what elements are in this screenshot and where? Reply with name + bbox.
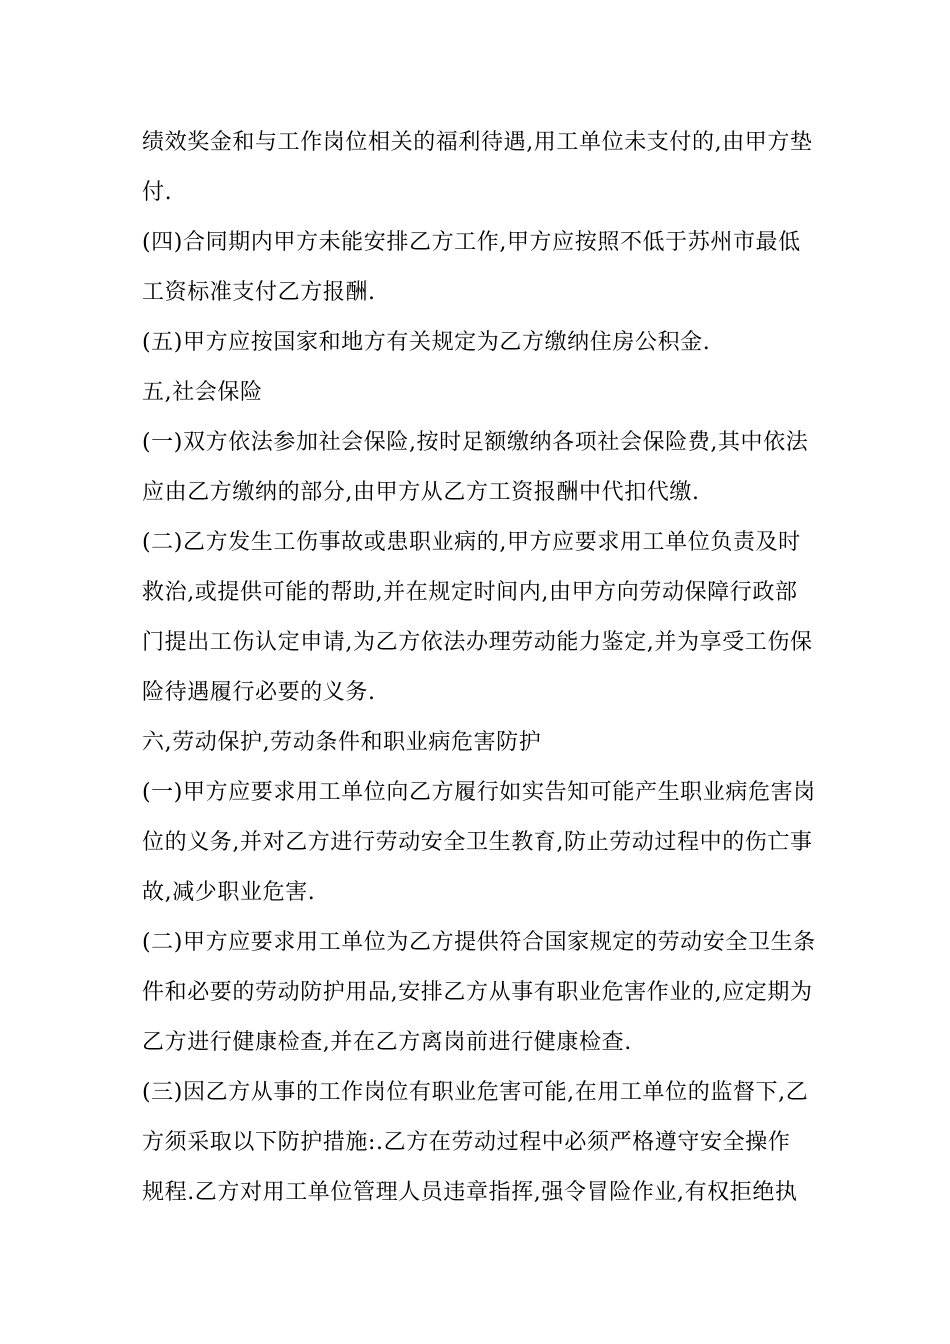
text-line: (一)甲方应要求用工单位向乙方履行如实告知可能产生职业病危害岗 — [142, 780, 816, 805]
text-line: (三)因乙方从事的工作岗位有职业危害可能,在用工单位的监督下,乙 — [142, 1080, 809, 1105]
text-line: 门提出工伤认定申请,为乙方依法办理劳动能力鉴定,并为享受工伤保 — [142, 630, 813, 655]
text-line: (二)乙方发生工伤事故或患职业病的,甲方应要求用工单位负责及时 — [142, 530, 801, 555]
section-heading: 五,社会保险 — [142, 380, 263, 405]
text-line: 方须采取以下防护措施:.乙方在劳动过程中必须严格遵守安全操作 — [142, 1130, 791, 1155]
section-heading: 六,劳动保护,劳动条件和职业病危害防护 — [142, 730, 542, 755]
text-line: (四)合同期内甲方未能安排乙方工作,甲方应按照不低于苏州市最低 — [142, 230, 801, 255]
text-line: 付. — [142, 180, 173, 205]
text-line: 乙方进行健康检查,并在乙方离岗前进行健康检查. — [142, 1030, 632, 1055]
document-body — [142, 118, 816, 1218]
text-line: 应由乙方缴纳的部分,由甲方从乙方工资报酬中代扣代缴. — [142, 480, 700, 505]
text-line: 故,减少职业危害. — [142, 880, 316, 905]
text-line: (五)甲方应按国家和地方有关规定为乙方缴纳住房公积金. — [142, 330, 711, 355]
text-line: (一)双方依法参加社会保险,按时足额缴纳各项社会保险费,其中依法 — [142, 430, 809, 455]
text-line: (二)甲方应要求用工单位为乙方提供符合国家规定的劳动安全卫生条 — [142, 930, 816, 955]
text-line: 件和必要的劳动防护用品,安排乙方从事有职业危害作业的,应定期为 — [142, 980, 813, 1005]
text-line: 位的义务,并对乙方进行劳动安全卫生教育,防止劳动过程中的伤亡事 — [142, 830, 813, 855]
text-line: 绩效奖金和与工作岗位相关的福利待遇,用工单位未支付的,由甲方垫 — [142, 130, 813, 155]
text-line: 险待遇履行必要的义务. — [142, 680, 376, 705]
text-line: 救治,或提供可能的帮助,并在规定时间内,由甲方向劳动保障行政部 — [142, 580, 798, 605]
text-line: 工资标准支付乙方报酬. — [142, 280, 376, 305]
text-line: 规程.乙方对用工单位管理人员违章指挥,强令冒险作业,有权拒绝执 — [142, 1180, 798, 1205]
